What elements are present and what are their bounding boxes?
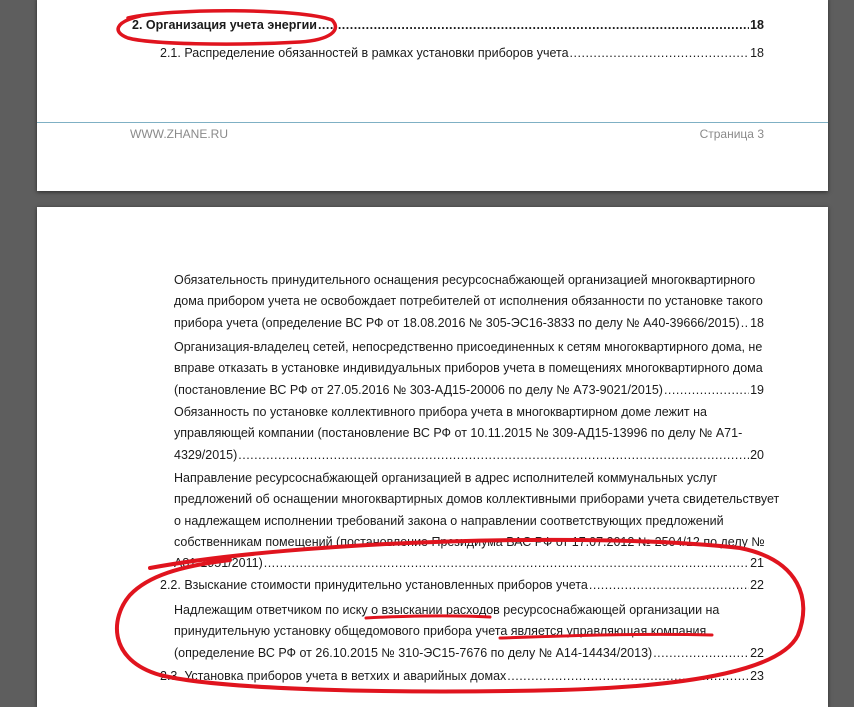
toc-leader-dots	[664, 380, 749, 401]
toc-page-number: 21	[750, 556, 764, 571]
toc-page-number: 22	[750, 578, 764, 592]
entry-line: (постановление ВС РФ от 27.05.2016 № 303-АД15-20006 по делу № А73-9021/2015)	[174, 382, 663, 397]
toc-page-number: 18	[750, 315, 764, 330]
toc-entry-4[interactable]	[174, 468, 780, 574]
entry-line: 4329/2015)	[174, 447, 238, 462]
toc-entry-2[interactable]	[174, 337, 764, 401]
toc-leader-dots	[238, 445, 749, 466]
toc-item-section-2-3[interactable]	[160, 669, 764, 683]
entry-line: принудительную установку общедомового прибора учета является управляющая компания	[174, 624, 707, 639]
toc-item-section-2-2[interactable]	[160, 578, 764, 592]
entry-last-line	[174, 380, 764, 401]
toc-leader-dots	[589, 578, 749, 592]
toc-page-number: 22	[750, 645, 764, 660]
toc-item-section-2[interactable]	[132, 18, 764, 32]
entry-line: Надлежащим ответчиком по иску о взыскании расходов ресурсоснабжающей организации на	[174, 603, 720, 617]
footer-divider	[37, 122, 828, 123]
entry-line: Направление ресурсоснабжающей организацией в адрес исполнителей коммунальных услуг	[174, 471, 718, 485]
entry-last-line	[174, 445, 764, 466]
entry-line: предложений об оснащении многоквартирных домов коллективными приборами учета свидетельствует	[174, 492, 780, 507]
toc-item-text: 2. Организация учета энергии	[132, 18, 317, 32]
toc-page-number: 23	[750, 669, 764, 683]
toc-page-number: 19	[750, 382, 764, 397]
entry-line: прибора учета (определение ВС РФ от 18.08.2016 № 305-ЭС16-3833 по делу № А40-39666/2015)	[174, 315, 740, 330]
entry-line: А81-1951/2011)	[174, 556, 263, 571]
toc-page-number: 18	[750, 18, 764, 32]
toc-item-section-2-1[interactable]	[160, 46, 764, 60]
toc-item-text: 2.1. Распределение обязанностей в рамках установки приборов учета	[160, 46, 569, 60]
entry-line: собственникам помещений (постановление Президиума ВАС РФ от 17.07.2012 № 2504/12 по делу №	[174, 534, 765, 549]
toc-item-text: 2.3. Установка приборов учета в ветхих и аварийных домах	[160, 669, 507, 683]
entry-line: Обязательность принудительного оснащения ресурсоснабжающей организацией многоквартирного	[174, 273, 756, 287]
entry-last-line	[174, 643, 764, 664]
toc-entry-5[interactable]	[174, 600, 764, 664]
toc-page-number: 20	[750, 447, 764, 462]
entry-line: о надлежащем исполнении требований закона о направлении соответствующих предложений	[174, 513, 724, 528]
entry-last-line	[174, 313, 764, 334]
entry-line: Обязанность по установке коллективного прибора учета в многоквартирном доме лежит на	[174, 405, 707, 419]
toc-leader-dots	[741, 313, 749, 334]
toc-leader-dots	[570, 46, 750, 60]
entry-line: Организация-владелец сетей, непосредственно присоединенных к сетям многоквартирного дома, не	[174, 340, 763, 354]
entry-line: вправе отказать в установке индивидуальных приборов учета в помещениях многоквартирного дома	[174, 361, 763, 376]
toc-page-number: 18	[750, 46, 764, 60]
entry-line: дома прибором учета не освобождает потребителей от исполнения обязанности по установке такого	[174, 294, 763, 309]
entry-line: (определение ВС РФ от 26.10.2015 № 310-ЭС15-7676 по делу № А14-14434/2013)	[174, 645, 653, 660]
footer-site: WWW.ZHANE.RU	[130, 127, 228, 141]
footer-page-label: Страница 3	[699, 127, 764, 141]
toc-leader-dots	[653, 643, 749, 664]
toc-entry-1[interactable]	[174, 270, 764, 334]
entry-line: управляющей компании (постановление ВС РФ от 10.11.2015 № 309-АД15-13996 по делу № А71-	[174, 426, 743, 441]
toc-entry-3[interactable]	[174, 402, 764, 466]
toc-leader-dots	[507, 669, 749, 683]
entry-last-line	[174, 553, 764, 574]
toc-leader-dots	[318, 18, 749, 32]
document-page-3	[37, 0, 828, 191]
toc-leader-dots	[264, 553, 749, 574]
toc-item-text: 2.2. Взыскание стоимости принудительно установленных приборов учета	[160, 578, 588, 592]
